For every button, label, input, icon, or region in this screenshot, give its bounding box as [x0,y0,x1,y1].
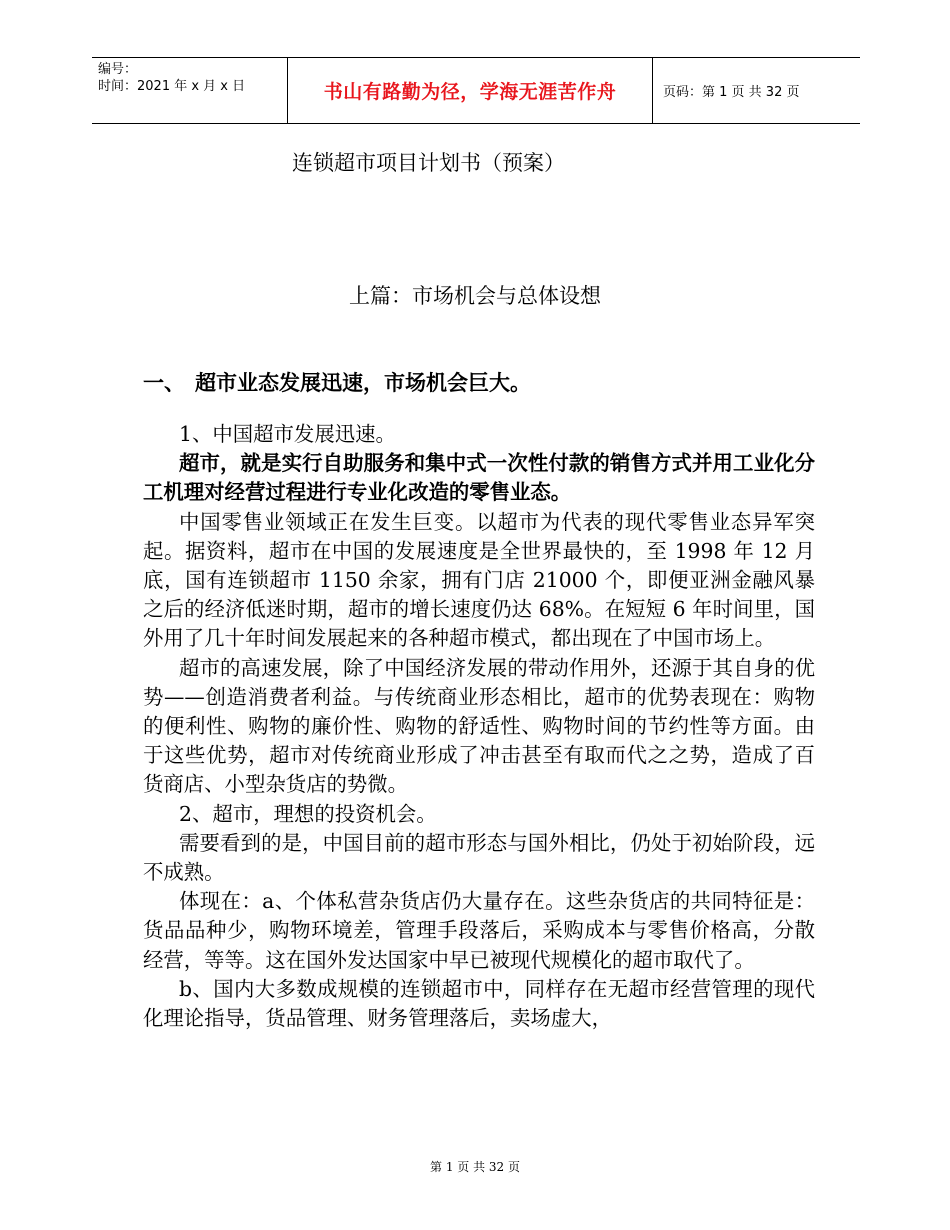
paragraph: 2、超市，理想的投资机会。 [179,801,437,826]
section-number: 一、 [143,371,185,395]
page-header [92,57,860,124]
header-motto: 书山有路勤为径，学海无涯苦作舟 [287,58,653,123]
paragraph: 需要看到的是，中国目前的超市形态与国外相比，仍处于初始阶段，远不成熟。 [143,830,815,885]
header-page-info: 页码：第 1 页 共 32 页 [663,85,800,100]
body-text [143,420,815,1033]
paragraph: b、国内大多数成规模的连锁超市中，同样存在无超市经营管理的现代化理论指导，货品管理、财务管理落后，卖场虚大， [143,976,815,1031]
header-meta [92,58,287,123]
paragraph: 1、中国超市发展迅速。 [179,422,396,446]
paragraph-definition: 超市，就是实行自助服务和集中式一次性付款的销售方式并用工业化分工机理对经营过程进行专业化改造的零售业态。 [143,451,815,505]
document-date: 时间：2021 年 x 月 x 日 [98,79,246,94]
page-footer: 第 1 页 共 32 页 [430,1160,520,1174]
section-heading [143,367,531,397]
part-title: 上篇：市场机会与总体设想 [349,284,601,308]
document-number-label: 编号： [98,62,138,77]
document-title: 连锁超市项目计划书（预案） [292,151,565,175]
paragraph: 体现在：a、个体私营杂货店仍大量存在。这些杂货店的共同特征是：货品品种少，购物环境差，管理手段落后，采购成本与零售价格高，分散经营，等等。这在国外发达国家中早已被现代规模化的超市取代了。 [143,889,815,972]
paragraph: 超市的高速发展，除了中国经济发展的带动作用外，还源于其自身的优势——创造消费者利益。与传统商业形态相比，超市的优势表现在：购物的便利性、购物的廉价性、购物的舒适性、购物时间的节约性等方面。由于这些优势，超市对传统商业形成了冲击甚至有取而代之之势，造成了百货商店、小型杂货店的势微。 [143,655,815,797]
section-title: 超市业态发展迅速，市场机会巨大。 [195,371,531,395]
paragraph: 中国零售业领域正在发生巨变。以超市为代表的现代零售业态异军突起。据资料，超市在中国的发展速度是全世界最快的，至 1998 年 12 月底，国有连锁超市 1150 余家，拥有门店 21000 个，即便亚洲金融风暴之后的经济低迷时期，超市的增长速度仍达 68%。在短短 6 年时间里，国外用了几十年时间发展起来的各种超市模式，都出现在了中国市场上。 [143,509,815,651]
